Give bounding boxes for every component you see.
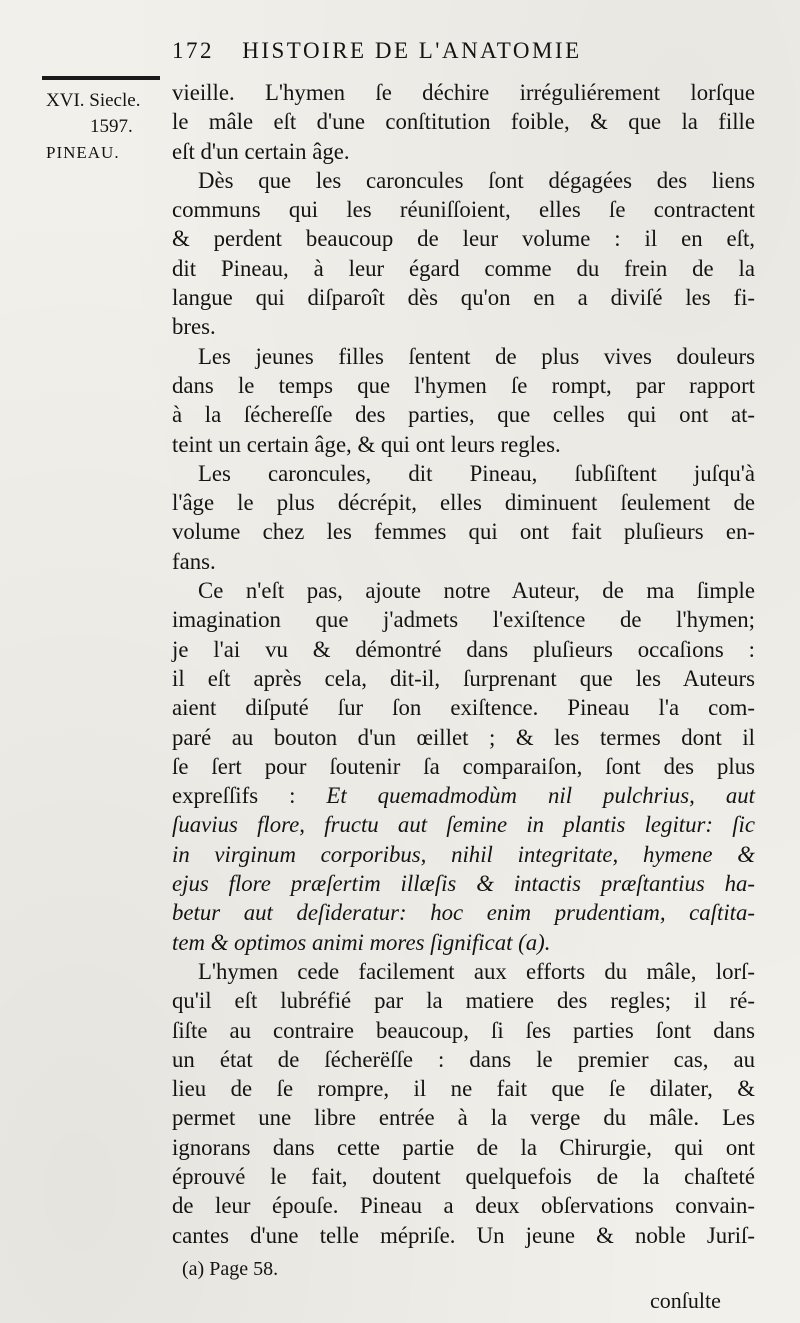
- text-line-roman: Les jeunes filles ſentent de plus vives douleurs: [198, 343, 755, 369]
- text-line-roman: volume chez les femmes qui ont fait pluſieurs en-: [172, 519, 755, 545]
- text-line-roman: Dès que les caroncules ſont dégagées des liens: [198, 167, 755, 193]
- text-line-roman: à la ſéchereſſe des parties, que celles qui ont at-: [172, 402, 755, 428]
- text-line-roman: teint un certain âge, & qui ont leurs regles.: [172, 431, 561, 457]
- text-line: [172, 898, 755, 927]
- text-line-italic: Et quemadmodùm nil pulchrius, aut: [326, 783, 755, 809]
- text-line: [172, 1103, 755, 1132]
- text-line-italic: tem & optimos animi mores ſignificat (a).: [172, 929, 551, 955]
- text-line: [172, 810, 755, 839]
- text-line-roman: un état de ſécherëſſe : dans le premier cas, au: [172, 1046, 755, 1072]
- text-line-italic: ejus flore præſertim illæſis & intactis præſtantius ha-: [172, 871, 755, 897]
- text-line-roman: il eſt après cela, dit-il, ſurprenant que les Auteurs: [172, 665, 755, 691]
- text-line-roman: bres.: [172, 314, 216, 340]
- text-line: [172, 1191, 755, 1220]
- text-line: [172, 605, 755, 634]
- margin-author: PINEAU.: [46, 143, 120, 162]
- text-line: [172, 693, 755, 722]
- marginal-notes: [46, 88, 166, 166]
- text-line-roman: L'hymen cede facilement aux efforts du mâle, lorſ-: [198, 958, 755, 984]
- text-line-roman: langue qui diſparoît dès qu'on en a diviſé les fi-: [172, 285, 755, 311]
- text-line-roman: Ce n'eſt pas, ajoute notre Auteur, de ma ſimple: [198, 578, 755, 604]
- margin-rule: [42, 76, 160, 80]
- text-line: [172, 254, 755, 283]
- text-line-roman: l'âge le plus décrépit, elles diminuent ſeulement de: [172, 490, 755, 516]
- text-line: [172, 78, 755, 107]
- text-line-roman: permet une libre entrée à la verge du mâle. Les: [172, 1105, 755, 1131]
- text-line-roman: communs qui les réuniſſoient, elles ſe contractent: [172, 197, 755, 223]
- text-line-roman: ſiſte au contraire beaucoup, ſi ſes parties ſont dans: [172, 1017, 755, 1043]
- text-line-roman: fans.: [172, 548, 216, 574]
- text-line-roman: cantes d'une telle mépriſe. Un jeune & noble Juriſ-: [172, 1222, 755, 1248]
- text-line: [172, 312, 755, 341]
- text-line: [172, 576, 755, 605]
- text-line-italic: betur aut deſideratur: hoc enim prudentiam, caſtita-: [172, 900, 755, 926]
- text-line: [172, 723, 755, 752]
- text-line-roman: je l'ai vu & démontré dans pluſieurs occaſions :: [172, 636, 755, 662]
- text-line: [172, 664, 755, 693]
- text-line: [172, 547, 755, 576]
- text-line: [172, 283, 755, 312]
- text-line-roman: Les caroncules, dit Pineau, ſubſiſtent juſqu'à: [198, 460, 755, 486]
- text-line-roman: éprouvé le fait, doutent quelquefois de la chaſteté: [172, 1163, 755, 1189]
- text-line-roman: dans le temps que l'hymen ſe rompt, par rapport: [172, 372, 755, 398]
- text-line: [172, 752, 755, 781]
- text-line: [172, 517, 755, 546]
- text-line-roman: qu'il eſt lubréfié par la matiere des regles; il ré-: [172, 988, 755, 1014]
- text-line-roman: dit Pineau, à leur égard comme du frein de la: [172, 255, 755, 281]
- running-title: HISTOIRE DE L'ANATOMIE: [242, 38, 582, 63]
- text-line-roman: ignorans dans cette partie de la Chirurgie, qui ont: [172, 1134, 755, 1160]
- text-line: [172, 986, 755, 1015]
- text-line: [172, 342, 755, 371]
- text-line-roman: vieille. L'hymen ſe déchire irréguliérement lorſque: [172, 80, 755, 105]
- text-line-roman: paré au bouton d'un œillet ; & les termes dont il: [172, 724, 755, 750]
- margin-century: XVI. Siecle.: [46, 90, 141, 111]
- text-line: [172, 928, 755, 957]
- text-line-roman: ſe ſert pour ſoutenir ſa comparaiſon, ſont des plus: [172, 753, 755, 779]
- margin-year: 1597.: [90, 116, 133, 137]
- text-line: [172, 107, 755, 136]
- text-line-roman: imagination que j'admets l'exiſtence de l'hymen;: [172, 607, 755, 633]
- text-line: [172, 400, 755, 429]
- text-line-roman: aient diſputé ſur ſon exiſtence. Pineau l'a com-: [172, 695, 755, 721]
- text-line-roman: le mâle eſt d'une conſtitution foible, & que la fille: [172, 109, 755, 135]
- running-header: [172, 38, 752, 64]
- catchword: conſulte: [650, 1288, 721, 1313]
- body-text: [172, 78, 755, 1250]
- text-line-italic: in virginum corporibus, nihil integritate, hymene &: [172, 841, 755, 867]
- text-line: [172, 1045, 755, 1074]
- text-line-roman: lieu de ſe rompre, il ne fait que ſe dilater, &: [172, 1076, 755, 1102]
- text-line: [172, 137, 755, 166]
- text-line: [172, 1133, 755, 1162]
- footnote: (a) Page 58.: [182, 1258, 279, 1280]
- text-line: [172, 1221, 755, 1250]
- text-line: [172, 781, 755, 810]
- text-line: [172, 459, 755, 488]
- text-line-roman: & perdent beaucoup de leur volume : il en eſt,: [172, 226, 755, 252]
- text-line-roman: eſt d'un certain âge.: [172, 138, 350, 164]
- page-number: 172: [172, 38, 214, 63]
- text-line: [172, 1162, 755, 1191]
- text-line: [172, 195, 755, 224]
- text-line: [172, 635, 755, 664]
- text-line: [172, 1074, 755, 1103]
- text-line-roman: de leur épouſe. Pineau a deux obſervations convain-: [172, 1193, 755, 1219]
- text-line: [172, 430, 755, 459]
- text-line: [172, 1016, 755, 1045]
- text-line: [172, 869, 755, 898]
- text-line: [172, 840, 755, 869]
- text-line: [172, 224, 755, 253]
- text-line: [172, 488, 755, 517]
- text-line: [172, 166, 755, 195]
- text-line-roman: expreſſifs :: [172, 783, 327, 809]
- text-line: [172, 371, 755, 400]
- text-line: [172, 957, 755, 986]
- text-line-italic: ſuavius flore, fructu aut ſemine in plantis legitur: ſic: [172, 812, 755, 838]
